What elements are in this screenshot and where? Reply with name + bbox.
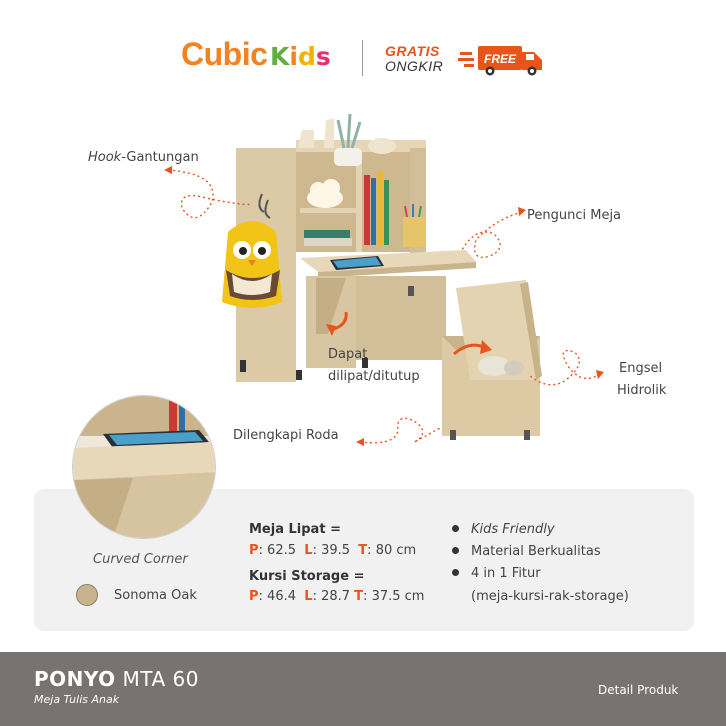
brand-logo-kids: Kids xyxy=(270,42,331,71)
brand-logo-cubic: Cubic xyxy=(181,36,268,72)
callout-hook: Hook-Gantungan xyxy=(88,150,199,165)
product-name: PONYO MTA 60 xyxy=(34,667,199,691)
header-divider xyxy=(362,40,363,76)
curved-corner-illustration xyxy=(73,396,215,538)
feature-item: Kids Friendly xyxy=(452,522,555,537)
meja-title: Meja Lipat = xyxy=(249,522,341,537)
ongkir-text: ONGKIR xyxy=(385,58,444,74)
callout-dapat-line2: dilipat/ditutup xyxy=(328,369,420,384)
bullet-icon xyxy=(452,547,459,554)
detail-produk-link[interactable]: Detail Produk xyxy=(598,683,679,697)
meja-dimensions: P: 62.5 L: 39.5 T: 80 cm xyxy=(249,543,417,558)
callout-roda: Dilengkapi Roda xyxy=(233,428,339,443)
feature-item: 4 in 1 Fitur xyxy=(452,566,541,581)
kursi-title: Kursi Storage = xyxy=(249,569,365,584)
storage-chair xyxy=(442,280,542,440)
svg-text:FREE: FREE xyxy=(483,52,517,66)
free-shipping-truck-icon xyxy=(458,42,548,76)
bullet-icon xyxy=(452,569,459,576)
gratis-text: GRATIS xyxy=(385,43,440,59)
callout-engsel-line1: Engsel xyxy=(619,361,663,376)
color-swatch xyxy=(76,584,98,606)
owl-backpack xyxy=(222,221,282,308)
curved-corner-label: Curved Corner xyxy=(93,552,188,567)
kursi-dimensions: P: 46.4 L: 28.7 T: 37.5 cm xyxy=(249,589,425,604)
feature-note: (meja-kursi-rak-storage) xyxy=(471,589,629,604)
color-name: Sonoma Oak xyxy=(114,588,197,603)
bullet-icon xyxy=(452,525,459,532)
product-subtitle: Meja Tulis Anak xyxy=(34,693,120,706)
callout-engsel-line2: Hidrolik xyxy=(617,383,667,398)
callout-dapat-line1: Dapat xyxy=(328,347,368,362)
feature-item: Material Berkualitas xyxy=(452,544,601,559)
curved-corner-zoom xyxy=(72,395,216,539)
callout-pengunci: Pengunci Meja xyxy=(527,208,622,223)
